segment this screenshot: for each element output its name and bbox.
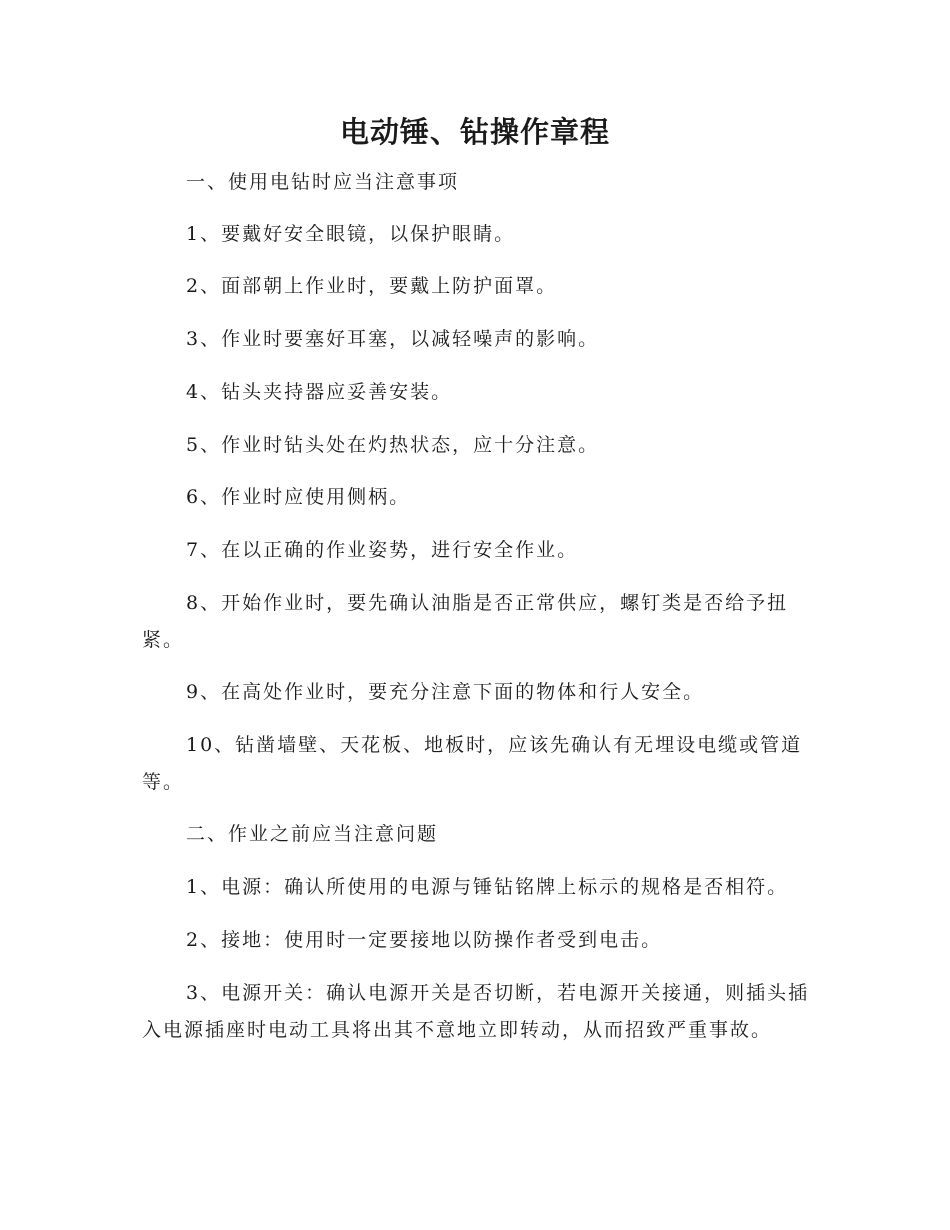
document-title: 电动锤、钻操作章程 xyxy=(339,115,610,149)
paragraph: 9、在高处作业时，要充分注意下面的物体和行人安全。 xyxy=(186,681,705,703)
paragraph: 7、在以正确的作业姿势，进行安全作业。 xyxy=(186,539,579,561)
paragraph: 1、电源：确认所使用的电源与锤钻铭牌上标示的规格是否相符。 xyxy=(186,876,789,898)
paragraph: 6、作业时应使用侧柄。 xyxy=(186,486,411,508)
paragraph: 4、钻头夹持器应妥善安装。 xyxy=(186,381,453,403)
section-heading-1: 一、使用电钻时应当注意事项 xyxy=(186,171,460,193)
paragraph: 8、开始作业时，要先确认油脂是否正常供应，螺钉类是否给予扭紧。 xyxy=(142,592,789,651)
paragraph: 3、电源开关：确认电源开关是否切断，若电源开关接通，则插头插入电源插座时电动工具将出其不意地立即转动，从而招致严重事故。 xyxy=(142,982,810,1041)
paragraph: 1、要戴好安全眼镜，以保护眼睛。 xyxy=(186,223,516,245)
section-heading-2: 二、作业之前应当注意问题 xyxy=(186,823,439,845)
paragraph: 10、钻凿墙壁、天花板、地板时，应该先确认有无埋设电缆或管道等。 xyxy=(142,734,803,793)
paragraph: 2、接地：使用时一定要接地以防操作者受到电击。 xyxy=(186,929,663,951)
paragraph: 2、面部朝上作业时，要戴上防护面罩。 xyxy=(186,275,558,297)
paragraph: 3、作业时要塞好耳塞，以减轻噪声的影响。 xyxy=(186,328,600,350)
paragraph: 5、作业时钻头处在灼热状态，应十分注意。 xyxy=(186,434,600,456)
